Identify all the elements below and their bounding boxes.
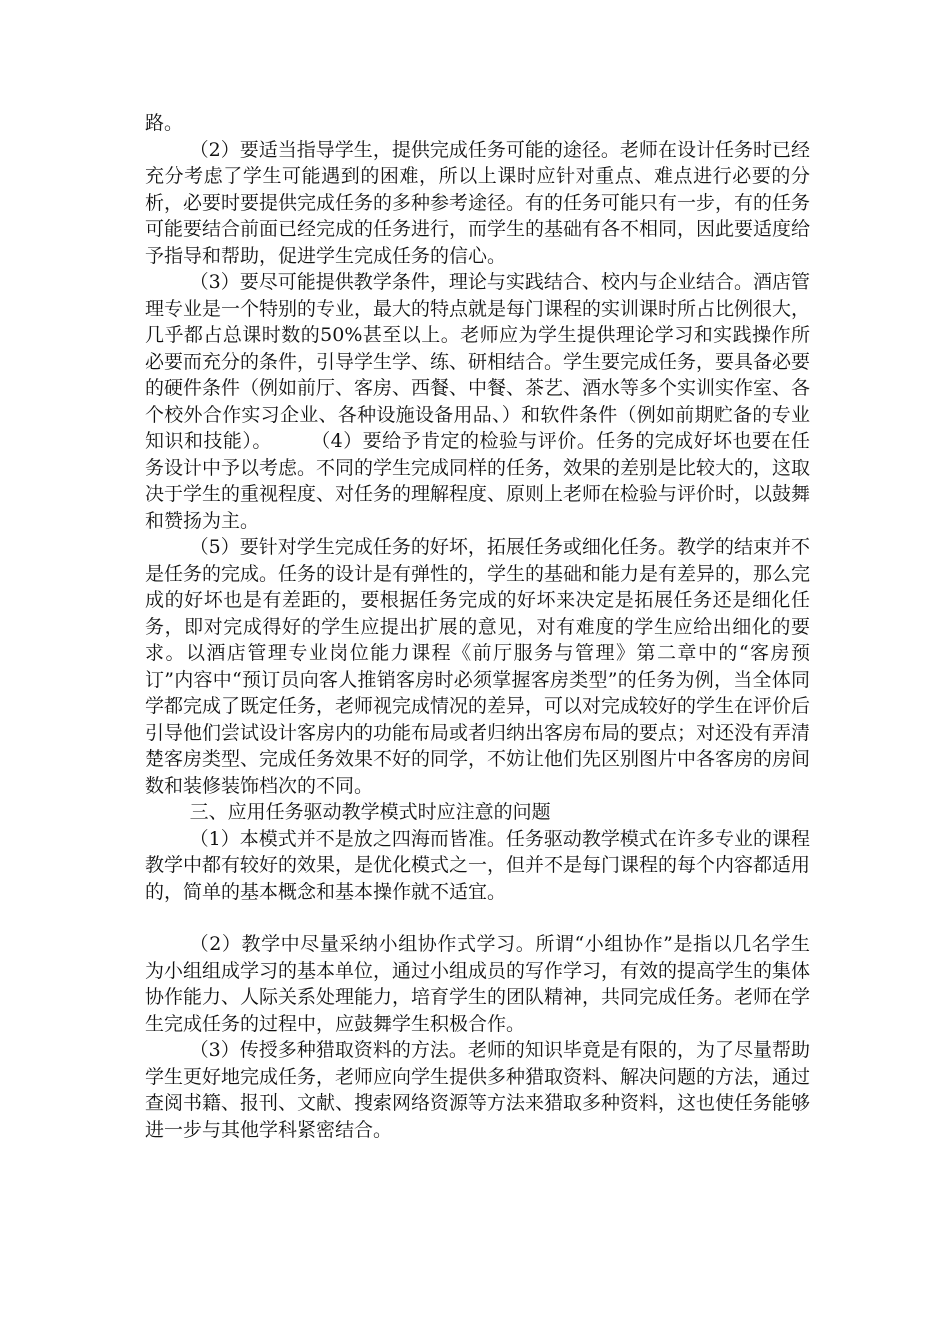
section-heading: 三、应用任务驱动教学模式时应注意的问题 <box>189 801 551 823</box>
paragraph-resource-methods: （3）传授多种猎取资料的方法。老师的知识毕竟是有限的，为了尽量帮助学生更好地完成任务，老师应向学生提供多种猎取资料、解决问题的方法，通过查阅书籍、报刊、文献、搜索网络资源等方法来猎取多种资料，这也使任务能够进一步与其他学科紧密结合。 <box>145 1039 811 1141</box>
paragraph-mode-limits: （1）本模式并不是放之四海而皆准。任务驱动教学模式在许多专业的课程教学中都有较好的效果，是优化模式之一，但并不是每门课程的每个内容都适用的，简单的基本概念和基本操作就不适宜。 <box>145 827 811 903</box>
paragraph-continuation: 路。 <box>145 112 184 134</box>
paragraph-teaching-conditions: （3）要尽可能提供教学条件，理论与实践结合、校内与企业结合。酒店管理专业是一个特别的专业，最大的特点就是每门课程的实训课时所占比例很大，几乎都占总课时数的50%甚至以上。老师应为学生提供理论学习和实践操作所必要而充分的条件，引导学生学、练、研相结合。学生要完成任务，要具备必要的硬件条件（例如前厅、客房、西餐、中餐、茶艺、酒水等多个实训实作室、各个校外合作实习企业、各种设施设备用品、）和软件条件（例如前期贮备的专业知识和技能）。 （4）要给予肯定的检验与评价。任务的完成好坏也要在任务设计中予以考虑。不同的学生完成同样的任务，效果的差别是比较大的，这取决于学生的重视程度、对任务的理解程度、原则上老师在检验与评价时，以鼓舞和赞扬为主。 <box>145 271 811 532</box>
paragraph-guidance: （2）要适当指导学生，提供完成任务可能的途径。老师在设计任务时已经充分考虑了学生可能遇到的困难，所以上课时应针对重点、难点进行必要的分析，必要时要提供完成任务的多种参考途径。有的任务可能只有一步，有的任务可能要结合前面已经完成的任务进行，而学生的基础有各不相同，因此要适度给予指导和帮助，促进学生完成任务的信心。 <box>145 138 811 267</box>
document-body <box>145 110 810 1143</box>
paragraph-extend-tasks: （5）要针对学生完成任务的好坏，拓展任务或细化任务。教学的结束并不是任务的完成。任务的设计是有弹性的，学生的基础和能力是有差异的，那么完成的好坏也是有差距的，要根据任务完成的好坏来决定是拓展任务还是细化任务，即对完成得好的学生应提出扩展的意见，对有难度的学生应给出细化的要求。以酒店管理专业岗位能力课程《前厅服务与管理》第二章中的“客房预订”内容中“预订员向客人推销客房时必须掌握客房类型”的任务为例，当全体同学都完成了既定任务，老师视完成情况的差异，可以对完成较好的学生在评价后引导他们尝试设计客房内的功能布局或者归纳出客房布局的要点；对还没有弄清楚客房类型、完成任务效果不好的同学，不妨让他们先区别图片中各客房的房间数和装修装饰档次的不同。 <box>145 536 811 797</box>
paragraph-group-learning: （2）教学中尽量采纳小组协作式学习。所谓“小组协作”是指以几名学生为小组组成学习的基本单位，通过小组成员的写作学习，有效的提高学生的集体协作能力、人际关系处理能力，培育学生的团队精神，共同完成任务。老师在学生完成任务的过程中，应鼓舞学生积极合作。 <box>145 933 811 1035</box>
